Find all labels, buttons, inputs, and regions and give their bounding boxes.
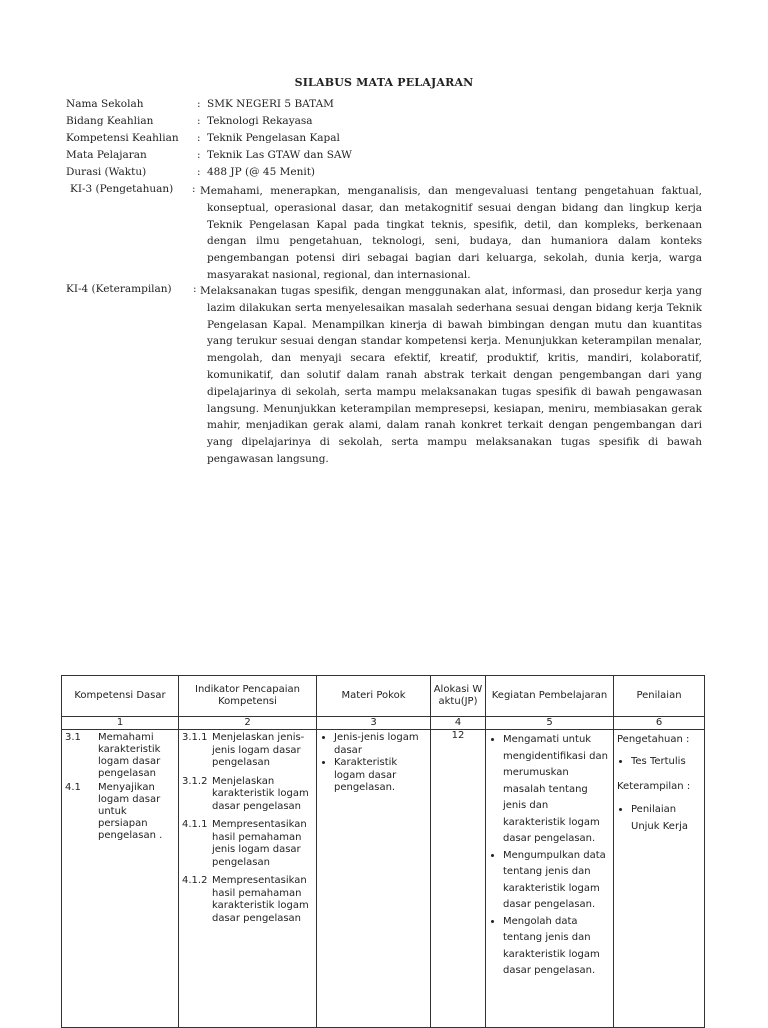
column-number: 1 [62, 717, 179, 730]
indikator-item: 3.1.1 Menjelaskan jenis-jenis logam dasar pengelasan [182, 732, 305, 768]
materi-item: • Karakteristik logam dasar pengelasan. [334, 757, 427, 795]
kd-item: 3.1 Memahami karakteristik logam dasar pengelasan [65, 732, 161, 779]
meta-label: Durasi (Waktu) [66, 166, 147, 178]
keterampilan-label: Keterampilan : [617, 781, 691, 792]
ki-4-label: KI-4 (Keterampilan) [66, 283, 172, 295]
ki-4-text: Melaksanakan tugas spesifik, dengan menggunakan alat, informasi, dan prosedur kerja yang lazim dilakukan serta menyelesaikan masalah sederhana sesuai dengan bidang kerja Teknik Pengelasan Kapal. Menampilkan kinerja di bawah bimbingan dengan mutu dan kuantitas yang terukur sesuai dengan standar kompetensi kerja. Menunjukkan keterampilan menalar, mengolah, dan menyaji secara efektif, kreatif, produktif, kritis, mandiri, kolaboratif, komunikatif, dan solutif dalam ranah abstrak terkait dengan pengembangan dari yang dipelajarinya di sekolah, serta mampu melaksanakan tugas spesifik di bawah pengawasan langsung. Menunjukkan keterampilan mempresepsi, kesiapan, meniru, membiasakan gerak mahir, menjadikan gerak alami, dalam ranah konkret terkait dengan pengembangan dari yang dipelajarinya di sekolah, serta mampu melaksanakan tugas spesifik di bawah pengawasan langsung. [200, 285, 702, 465]
materi-item: • Jenis-jenis logam dasar [334, 732, 427, 757]
column-number: 6 [614, 717, 705, 730]
header-alokasi-waktu: Alokasi Waktu(JP) [431, 676, 486, 717]
meta-label: Bidang Keahlian [66, 115, 154, 127]
header-penilaian: Penilaian [614, 676, 705, 717]
meta-value: 488 JP (@ 45 Menit) [207, 166, 316, 178]
penilaian-cell [614, 730, 705, 1028]
kegiatan-item: • Mengumpulkan data tentang jenis dan karakteristik logam dasar pengelasan. [503, 848, 610, 914]
indikator-item: 4.1.2 Mempresentasikan hasil pemahaman karakteristik logam dasar pengelasan [182, 875, 309, 924]
pengetahuan-item: • Tes Tertulis [631, 756, 701, 767]
column-number: 4 [431, 717, 486, 730]
meta-value: SMK NEGERI 5 BATAM [207, 98, 334, 110]
document-title: SILABUS MATA PELAJARAN [294, 76, 474, 89]
table-number-row [62, 717, 705, 730]
column-number: 5 [486, 717, 614, 730]
materi-pokok-cell [317, 730, 431, 1028]
column-number: 3 [317, 717, 431, 730]
meta-label: Mata Pelajaran [66, 149, 147, 161]
header-materi-pokok: Materi Pokok [317, 676, 431, 717]
table-header-row [62, 676, 705, 717]
kegiatan-item: • Mengolah data tentang jenis dan karakteristik logam dasar pengelasan. [503, 914, 610, 980]
kd-item: 4.1 Menyajikan logam dasar untuk persiapan pengelasan . [65, 782, 163, 841]
indikator-cell [179, 730, 317, 1028]
kegiatan-cell [486, 730, 614, 1028]
header-indikator: Indikator Pencapaian Kompetensi [179, 676, 317, 717]
indikator-item: 4.1.1 Mempresentasikan hasil pemahaman jenis logam dasar pengelasan [182, 819, 307, 868]
kegiatan-item: • Mengamati untuk mengidentifikasi dan merumuskan masalah tentang jenis dan karakteristik logam dasar pengelasan. [503, 732, 610, 848]
keterampilan-item: • Penilaian Unjuk Kerja [631, 801, 701, 835]
kompetensi-dasar-cell [62, 730, 179, 1028]
ki-3-label: KI-3 (Pengetahuan) [70, 183, 174, 195]
indikator-item: 3.1.2 Menjelaskan karakteristik logam dasar pengelasan [182, 775, 309, 812]
meta-value: Teknologi Rekayasa [207, 115, 313, 127]
column-number: 2 [179, 717, 317, 730]
meta-label: Nama Sekolah [66, 98, 144, 110]
pengetahuan-label: Pengetahuan : [617, 734, 690, 745]
syllabus-table [61, 675, 705, 1028]
meta-value: Teknik Las GTAW dan SAW [207, 149, 352, 161]
alokasi-waktu-cell: 12 [431, 730, 486, 1028]
ki-3-text: Memahami, menerapkan, menganalisis, dan mengevaluasi tentang pengetahuan faktual, konseptual, operasional dasar, dan metakognitif sesuai dengan bidang dan lingkup kerja Teknik Pengelasan Kapal pada tingkat teknis, spesifik, detil, dan kompleks, berkenaan dengan ilmu pengetahuan, teknologi, seni, budaya, dan humaniora dalam konteks pengembangan potensi diri sebagai bagian dari keluarga, sekolah, dunia kerja, warga masyarakat nasional, regional, dan internasional. [200, 185, 702, 281]
meta-label: Kompetensi Keahlian [66, 132, 179, 144]
header-kompetensi-dasar: Kompetensi Dasar [62, 676, 179, 717]
meta-value: Teknik Pengelasan Kapal [207, 132, 340, 144]
table-row [62, 730, 705, 1028]
header-kegiatan: Kegiatan Pembelajaran [486, 676, 614, 717]
